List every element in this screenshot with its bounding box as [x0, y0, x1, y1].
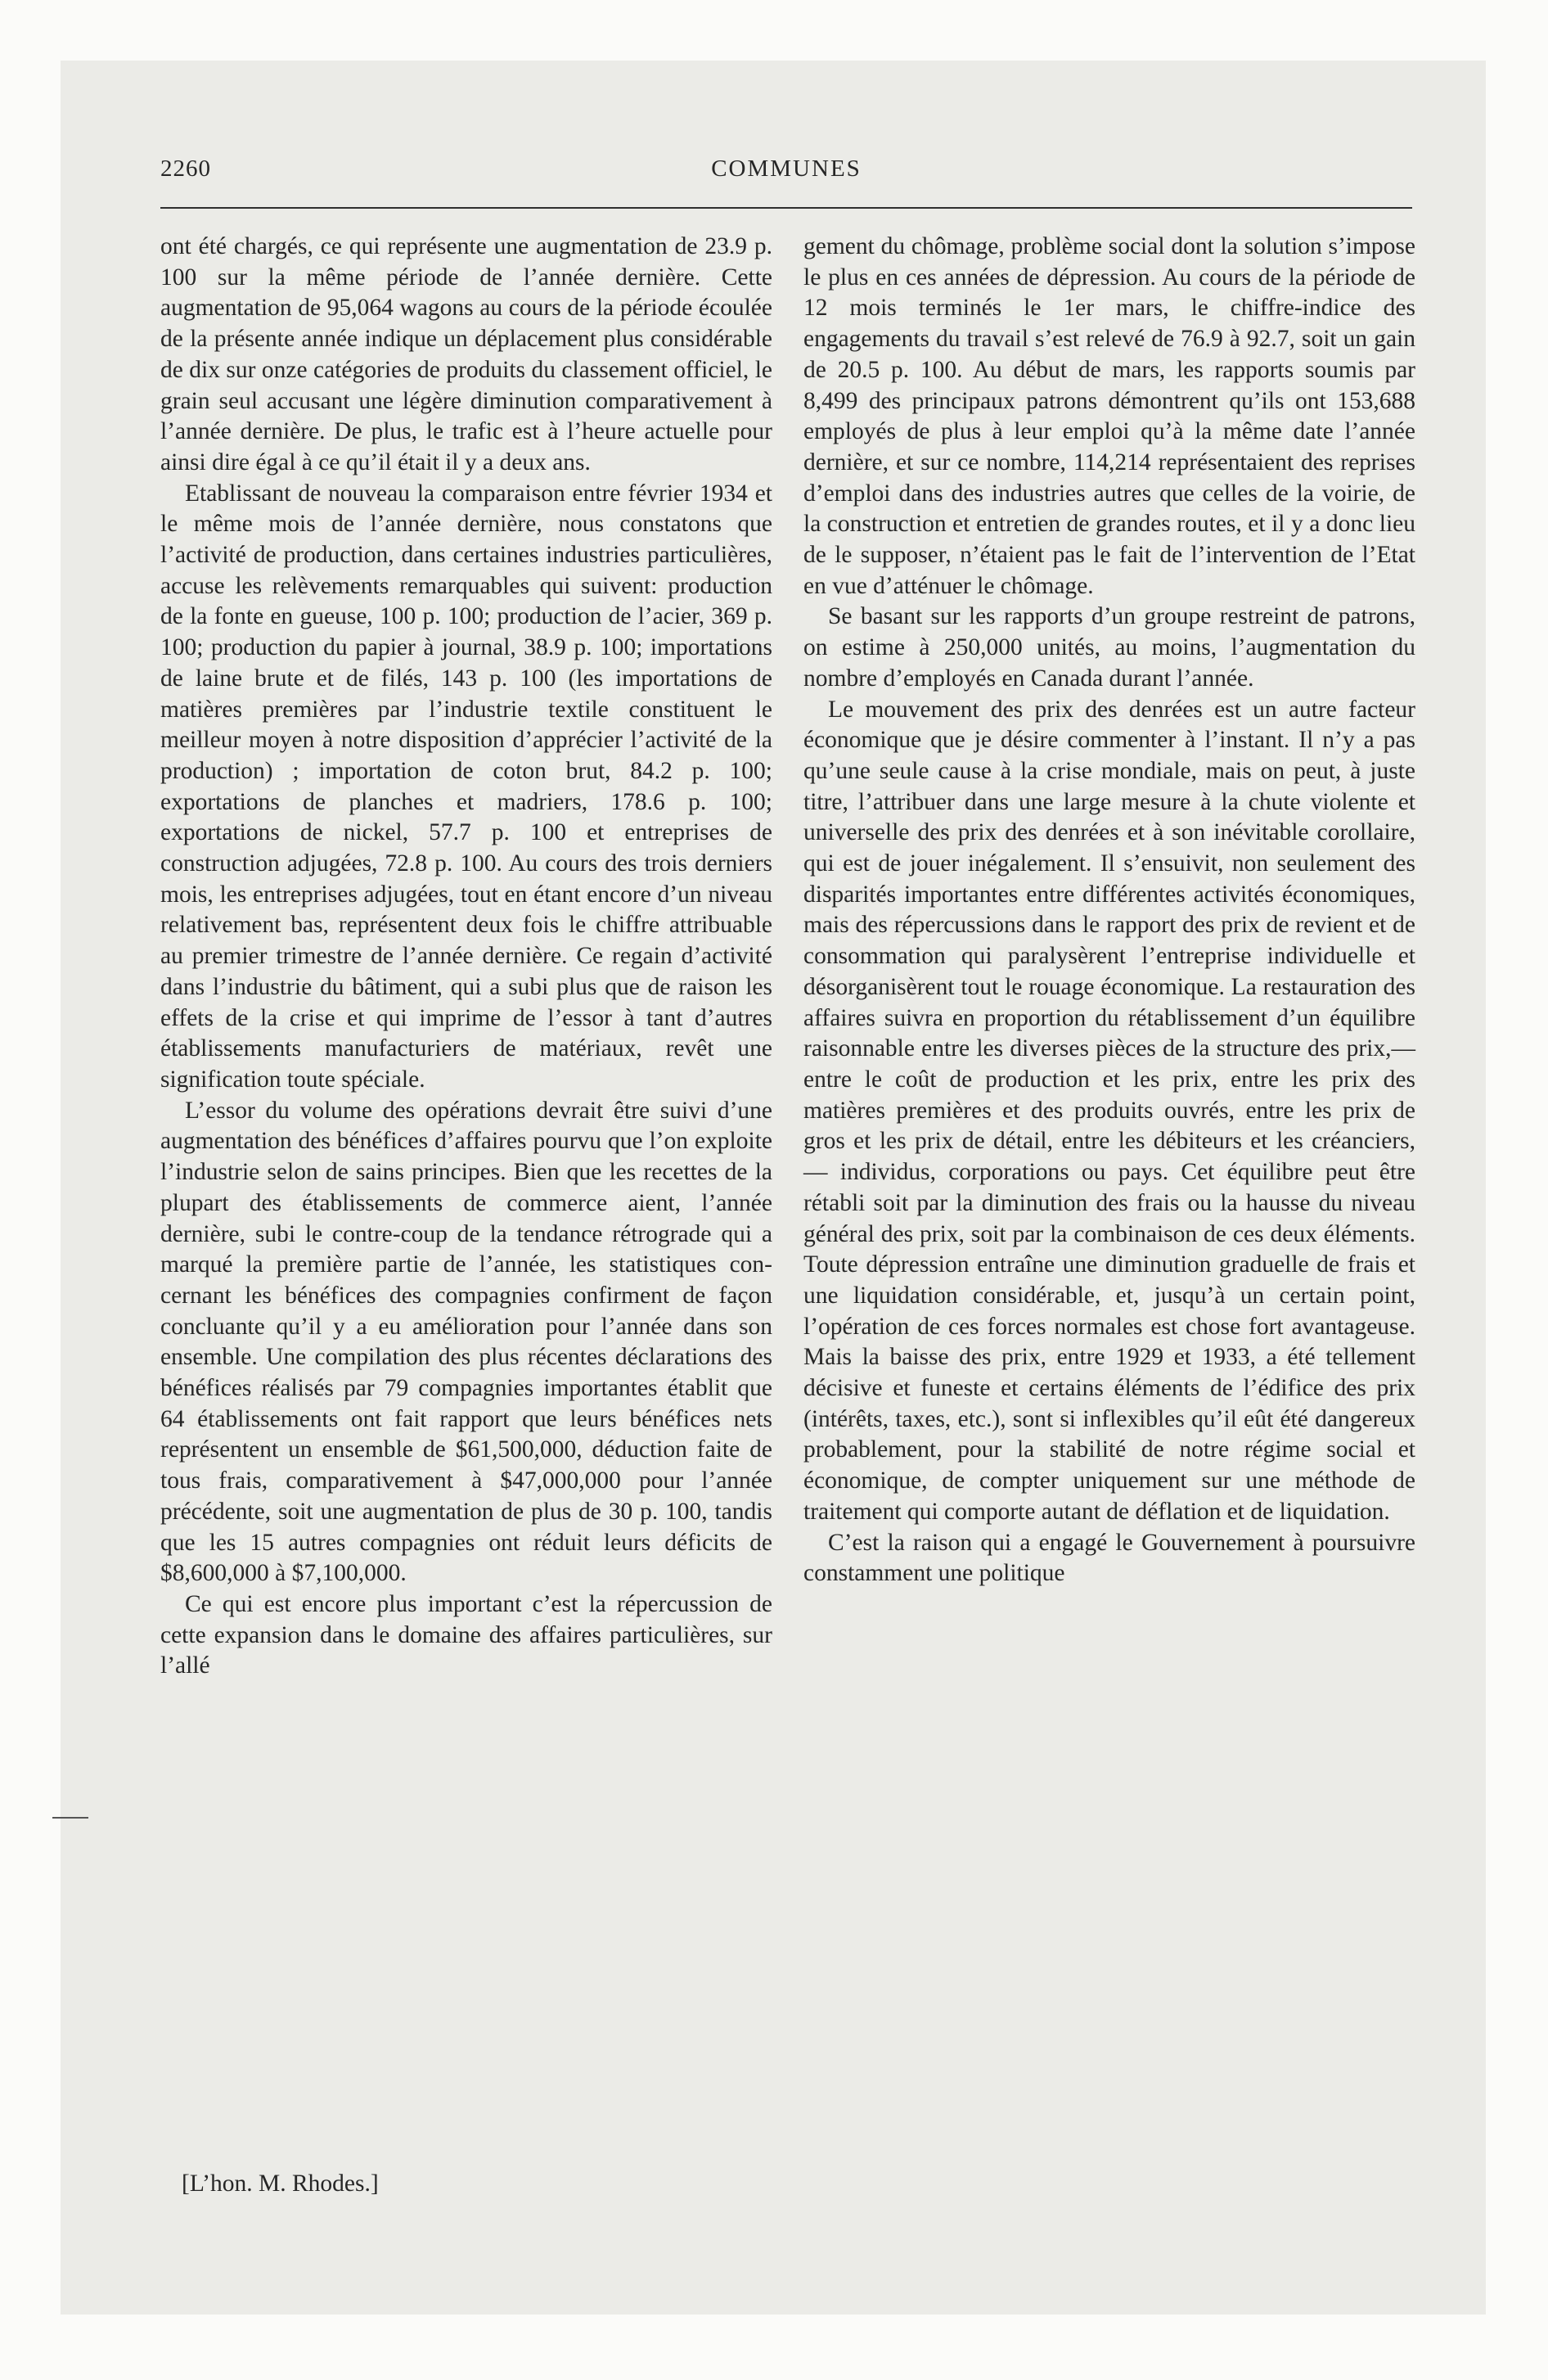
- running-head: [160, 156, 1412, 188]
- header-rule: [160, 207, 1412, 209]
- paragraph: ont été chargés, ce qui représente une augmentation de 23.9 p. 100 sur la même période de l’année dernière. Cette augmentation de 95,064 wagons au cours de la période écoulée de la présente année indique un déplacement plus considérable de dix sur onze catégories de produits du classement officiel, le grain seul accusant une légère diminution comparativement à l’année dernière. De plus, le trafic est à l’heure actuelle pour ainsi dire égal à ce qu’il était il y a deux ans.: [160, 233, 772, 476]
- paragraph: Se basant sur les rapports d’un groupe restreint de patrons, on estime à 250,000 unités, au moins, l’augmentation du nombre d’employés en Canada durant l’année.: [803, 603, 1415, 692]
- page-number: 2260: [160, 156, 211, 182]
- margin-mark: [52, 1817, 88, 1819]
- paragraph: Ce qui est encore plus important c’est la répercussion de cette expansion dans le domaine des affaires particulières, sur l’allé: [160, 1590, 772, 1679]
- speaker-attribution: [L’hon. M. Rhodes.]: [182, 2170, 379, 2197]
- paragraph: Etablissant de nouveau la comparaison entre février 1934 et le même mois de l’année dernière, nous constatons que l’activité de production, dans certaines industries particulières, accuse les relèvements remarquables qui suivent: production de la fonte en gueuse, 100 p. 100; production de l’acier, 369 p. 100; production du papier à journal, 38.9 p. 100; importations de laine brute et de filés, 143 p. 100 (les importations de matières premières par l’industrie textile constituent le meilleur moyen à notre disposition d’apprécier l’activité de la production) ; importation de coton brut, 84.2 p. 100; exportations de planches et madriers, 178.6 p. 100; exportations de nickel, 57.7 p. 100 et entreprises de construction adjugées, 72.8 p. 100. Au cours des trois derniers mois, les entreprises adjugées, tout en étant encore d’un niveau relativement bas, représentent deux fois le chiffre attribuable au premier trimestre de l’année dernière. Ce regain d’activité dans l’industrie du bâtiment, qui a subi plus que de raison les effets de la crise et qui imprime de l’essor à tant d’autres établissements manufacturiers de matériaux, revêt une signification toute spéciale.: [160, 480, 772, 1093]
- right-column: [803, 232, 1415, 1589]
- running-title: COMMUNES: [711, 156, 862, 182]
- left-column: [160, 232, 772, 1682]
- paragraph: L’essor du volume des opérations devrait être suivi d’une augmentation des bénéfices d’affaires pourvu que l’on exploite l’industrie selon de sains principes. Bien que les recettes de la plupart des établissements de commerce aient, l’année dernière, subi le contre-coup de la tendance rétrograde qui a marqué la première partie de l’année, les statistiques concernant les bénéfices des compagnies confirment de façon concluante qu’il y a eu amélioration pour l’année dans son ensemble. Une compilation des plus récentes déclarations des bénéfices réalisés par 79 compagnies importantes établit que 64 établissements ont fait rapport que leurs bénéfices nets représentent un ensemble de $61,500,000, déduction faite de tous frais, comparativement à $47,000,000 pour l’année précédente, soit une augmentation de plus de 30 p. 100, tandis que les 15 autres compagnies ont réduit leurs déficits de $8,600,000 à $7,100,000.: [160, 1097, 772, 1587]
- paragraph: C’est la raison qui a engagé le Gouvernement à poursuivre constamment une politique: [803, 1529, 1415, 1587]
- paragraph: Le mouvement des prix des denrées est un autre facteur économique que je désire commenter à l’instant. Il n’y a pas qu’une seule cause à la crise mondiale, mais on peut, à juste titre, l’attribuer dans une large mesure à la chute violente et universelle des prix des denrées et à son inévitable corollaire, qui est de jouer inégalement. Il s’ensuivit, non seulement des disparités importantes entre différentes activités économiques, mais des répercussions dans le rapport des prix de revient et de consommation qui paralysèrent l’entreprise individuelle et désorganisèrent tout le rouage économique. La restauration des affaires suivra en proportion du rétablissement d’un équilibre raisonnable entre les diverses pièces de la structure des prix,—entre le coût de production et les prix, entre les prix des matières premières et des produits ouvrés, entre les prix de gros et les prix de détail, entre les débiteurs et les créanciers, — individus, corporations ou pays. Cet équilibre peut être rétabli soit par la diminution des frais ou la hausse du niveau général des prix, soit par la combinaison de ces deux éléments. Toute dépression entraîne une diminution graduelle de frais et une liquidation considérable, et, jusqu’à un certain point, l’opération de ces forces normales est chose fort avantageuse. Mais la baisse des prix, entre 1929 et 1933, a été tellement décisive et funeste et certains éléments de l’édifice des prix (intérêts, taxes, etc.), sont si inflexibles qu’il eût été dangereux probablement, pour la stabilité de notre régime social et économique, de compter uniquement sur une méthode de traitement qui comporte autant de déflation et de liquidation.: [803, 696, 1415, 1525]
- paragraph: gement du chômage, problème social dont la solution s’impose le plus en ces années de dépression. Au cours de la période de 12 mois terminés le 1er mars, le chiffre-indice des engagements du travail s’est relevé de 76.9 à 92.7, soit un gain de 20.5 p. 100. Au début de mars, les rapports soumis par 8,499 des principaux patrons démontrent qu’ils ont 153,688 employés de plus à leur emploi qu’à la même date l’année dernière, et sur ce nombre, 114,214 représentaient des reprises d’emploi dans des industries autres que celles de la voirie, de la construction et entretien de grandes routes, et il y a donc lieu de le supposer, n’étaient pas le fait de l’intervention de l’Etat en vue d’atténuer le chômage.: [803, 233, 1415, 599]
